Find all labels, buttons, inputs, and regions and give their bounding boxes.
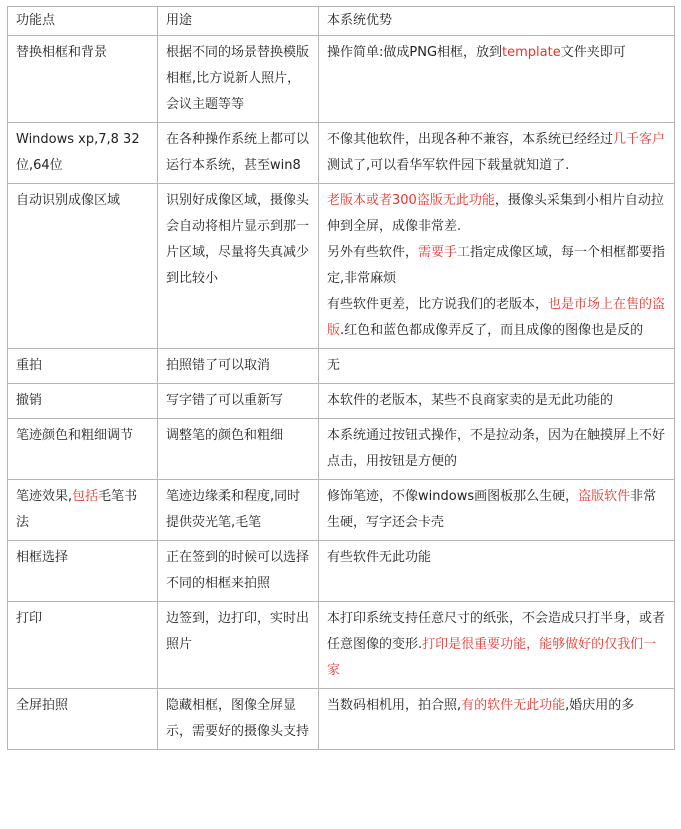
cell-text: 自动识别成像区域 xyxy=(16,193,121,208)
advantage-paragraph xyxy=(327,40,666,66)
cell-text: 拍照错了可以取消 xyxy=(166,358,271,373)
cell-text: 测试了,可以看华军软件园下载量就知道了. xyxy=(327,158,570,173)
cell-text: 在各种操作系统上都可以运行本系统，甚至win8 xyxy=(166,132,310,173)
cell-advantage xyxy=(319,419,675,480)
cell-usage xyxy=(158,349,319,384)
cell-text: 无 xyxy=(327,358,341,373)
cell-feature xyxy=(8,480,158,541)
advantage-paragraph xyxy=(327,484,666,536)
cell-text: 写字错了可以重新写 xyxy=(166,393,284,408)
table-row xyxy=(8,349,675,384)
advantage-paragraph xyxy=(327,606,666,684)
advantage-paragraph xyxy=(327,292,666,344)
cell-text: 不像其他软件，出现各种不兼容，本系统已经经过 xyxy=(327,132,614,147)
cell-text: 有些软件更差，比方说我们的老版本， xyxy=(327,297,549,312)
highlighted-text: template xyxy=(502,45,561,60)
highlighted-text: 需要手工 xyxy=(418,245,471,260)
table-row xyxy=(8,36,675,123)
header-usage: 用途 xyxy=(158,7,319,36)
advantage-paragraph xyxy=(327,188,666,240)
table-row xyxy=(8,384,675,419)
table-body xyxy=(8,36,675,750)
cell-text: 笔迹颜色和粗细调节 xyxy=(16,428,134,443)
highlighted-text: 打印是很重要功能，能够做好的仅我们一家 xyxy=(327,637,657,678)
cell-text: Windows xp,7,8 32位,64位 xyxy=(16,132,140,173)
cell-text: 操作简单:做成PNG相框，放到 xyxy=(327,45,503,60)
cell-usage xyxy=(158,602,319,689)
advantage-paragraph xyxy=(327,240,666,292)
cell-usage xyxy=(158,36,319,123)
cell-feature xyxy=(8,419,158,480)
cell-feature xyxy=(8,349,158,384)
advantage-paragraph xyxy=(327,353,666,379)
cell-text: 正在签到的时候可以选择不同的相框来拍照 xyxy=(166,550,310,591)
header-feature: 功能点 xyxy=(8,7,158,36)
table-row xyxy=(8,123,675,184)
cell-text: 本系统通过按钮式操作，不是拉动条，因为在触摸屏上不好点击，用按钮是方便的 xyxy=(327,428,666,469)
cell-text: 调整笔的颜色和粗细 xyxy=(166,428,284,443)
table-row xyxy=(8,689,675,750)
cell-text: 识别好成像区域，摄像头会自动将相片显示到那一片区域，尽量将失真减少到比较小 xyxy=(166,193,310,286)
cell-feature xyxy=(8,123,158,184)
cell-text: 替换相框和背景 xyxy=(16,45,108,60)
cell-text: 有些软件无此功能 xyxy=(327,550,432,565)
cell-text: 本打印系统支持任意尺寸的纸张，不会造成只打半身，或者任意图像的变形. xyxy=(327,611,666,652)
header-advantage: 本系统优势 xyxy=(319,7,675,36)
cell-text: .红色和蓝色都成像弄反了，而且成像的图像也是反的 xyxy=(340,323,644,338)
cell-text: 修饰笔迹，不像windows画图板那么生硬， xyxy=(327,489,579,504)
highlighted-text: 老版本或者300盗版无此功能 xyxy=(327,193,495,208)
cell-advantage xyxy=(319,123,675,184)
cell-feature xyxy=(8,689,158,750)
cell-text: 指定成像区域，每一个相框都要指定,非常麻烦 xyxy=(327,245,666,286)
cell-text: 相框选择 xyxy=(16,550,69,565)
cell-usage xyxy=(158,689,319,750)
cell-feature xyxy=(8,36,158,123)
highlighted-text: 有的软件无此功能 xyxy=(461,698,566,713)
cell-feature xyxy=(8,184,158,349)
cell-text: 打印 xyxy=(16,611,43,626)
cell-usage xyxy=(158,419,319,480)
cell-text: 隐藏相框，图像全屏显示，需要好的摄像头支持 xyxy=(166,698,310,739)
cell-text: 笔迹边缘柔和程度,同时提供荧光笔,毛笔 xyxy=(166,489,301,530)
cell-usage xyxy=(158,384,319,419)
cell-advantage xyxy=(319,349,675,384)
cell-advantage xyxy=(319,541,675,602)
table-row xyxy=(8,541,675,602)
cell-feature xyxy=(8,541,158,602)
table-row xyxy=(8,184,675,349)
cell-text: 本软件的老版本，某些不良商家卖的是无此功能的 xyxy=(327,393,614,408)
cell-text: 文件夹即可 xyxy=(560,45,626,60)
advantage-paragraph xyxy=(327,388,666,414)
cell-text: 撤销 xyxy=(16,393,43,408)
advantage-paragraph xyxy=(327,423,666,475)
table-row xyxy=(8,480,675,541)
header-row xyxy=(8,7,675,36)
cell-advantage xyxy=(319,384,675,419)
highlighted-text: 包括 xyxy=(72,489,99,504)
cell-usage xyxy=(158,123,319,184)
cell-feature xyxy=(8,384,158,419)
cell-usage xyxy=(158,541,319,602)
highlighted-text: 几千客户 xyxy=(613,132,666,147)
cell-usage xyxy=(158,480,319,541)
cell-advantage xyxy=(319,602,675,689)
cell-advantage xyxy=(319,480,675,541)
cell-text: 非常生硬，写字还会卡壳 xyxy=(327,489,657,530)
table-row xyxy=(8,602,675,689)
cell-text: 重拍 xyxy=(16,358,43,373)
cell-text: 笔迹效果, xyxy=(16,489,73,504)
advantage-paragraph xyxy=(327,545,666,571)
cell-text: 毛笔书法 xyxy=(16,489,138,530)
cell-usage xyxy=(158,184,319,349)
advantage-paragraph xyxy=(327,127,666,179)
cell-feature xyxy=(8,602,158,689)
highlighted-text: 也是市场上在售的盗版 xyxy=(327,297,666,338)
cell-text: ,婚庆用的多 xyxy=(565,698,635,713)
cell-text: 另外有些软件， xyxy=(327,245,419,260)
cell-advantage xyxy=(319,184,675,349)
cell-text: 当数码相机用，拍合照, xyxy=(327,698,462,713)
advantage-paragraph xyxy=(327,693,666,719)
cell-text: 边签到，边打印，实时出照片 xyxy=(166,611,310,652)
cell-text: 全屏拍照 xyxy=(16,698,69,713)
highlighted-text: 盗版软件 xyxy=(578,489,631,504)
cell-text: ，摄像头采集到小相片自动拉伸到全屏，成像非常差. xyxy=(327,193,664,234)
cell-advantage xyxy=(319,36,675,123)
cell-text: 根据不同的场景替换模版相框,比方说新人照片，会议主题等等 xyxy=(166,45,310,112)
table-row xyxy=(8,419,675,480)
cell-advantage xyxy=(319,689,675,750)
feature-comparison-table xyxy=(7,6,675,750)
